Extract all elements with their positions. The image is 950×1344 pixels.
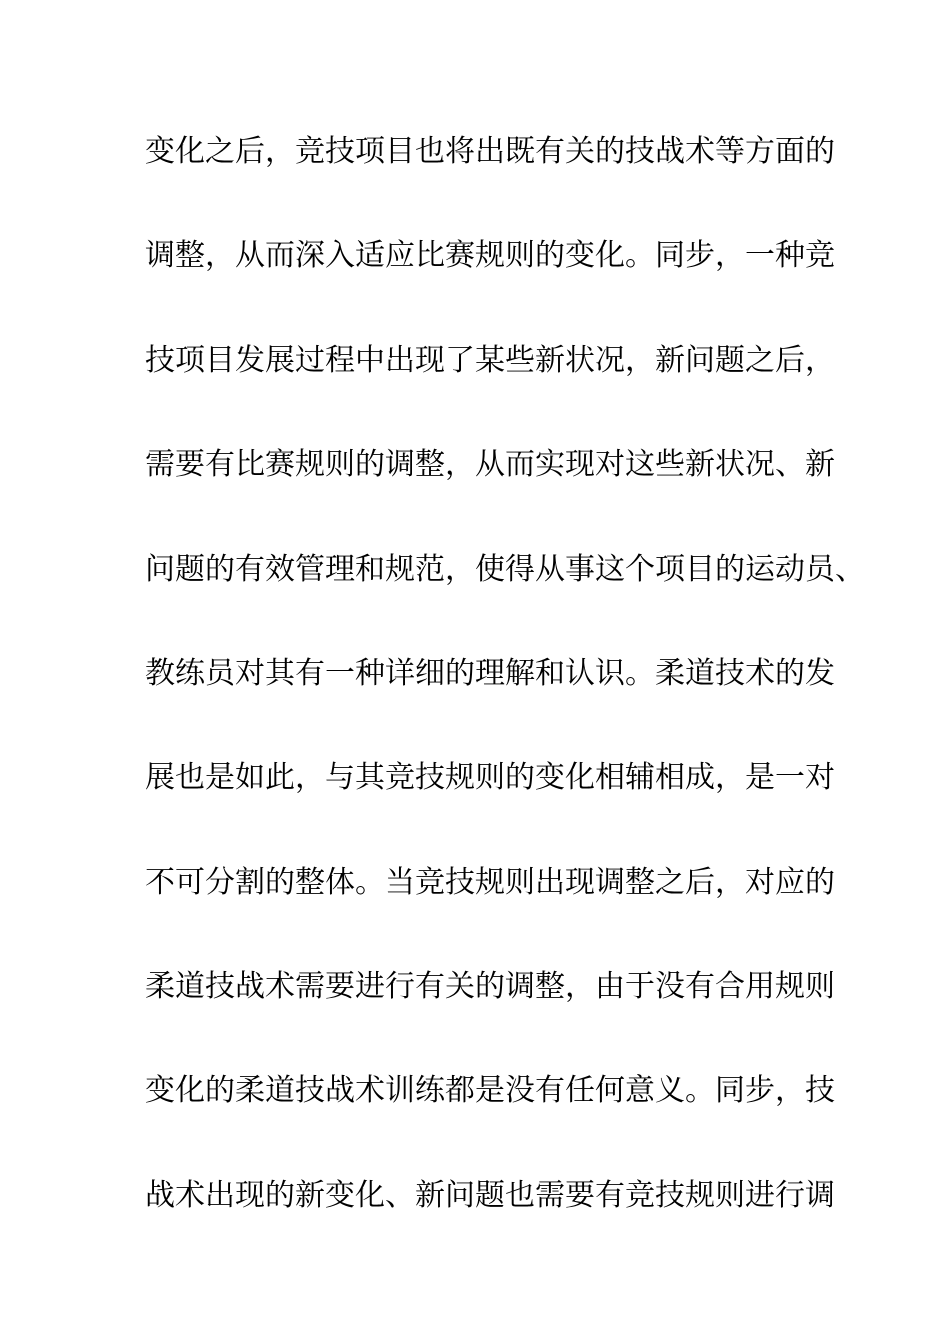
- text-line: 展也是如此，与其竞技规则的变化相辅相成，是一对: [145, 760, 835, 796]
- text-line: 调整，从而深入适应比赛规则的变化。同步，一种竞: [145, 238, 835, 274]
- text-line: 问题的有效管理和规范，使得从事这个项目的运动员、: [145, 551, 865, 587]
- text-line: 变化之后，竞技项目也将出既有关的技战术等方面的: [145, 134, 835, 169]
- text-line: 柔道技战术需要进行有关的调整，由于没有合用规则: [145, 969, 835, 1004]
- text-line: 技项目发展过程中出现了某些新状况，新问题之后，: [145, 342, 835, 378]
- text-line: 需要有比赛规则的调整，从而实现对这些新状况、新: [145, 447, 835, 483]
- text-line: 变化的柔道技战术训练都是没有任何意义。同步，技: [145, 1073, 835, 1109]
- text-line: 战术出现的新变化、新问题也需要有竞技规则进行调: [145, 1177, 835, 1213]
- body-text: [145, 126, 865, 1274]
- text-line: 不可分割的整体。当竞技规则出现调整之后，对应的: [145, 864, 835, 900]
- text-line: 教练员对其有一种详细的理解和认识。柔道技术的发: [145, 655, 835, 691]
